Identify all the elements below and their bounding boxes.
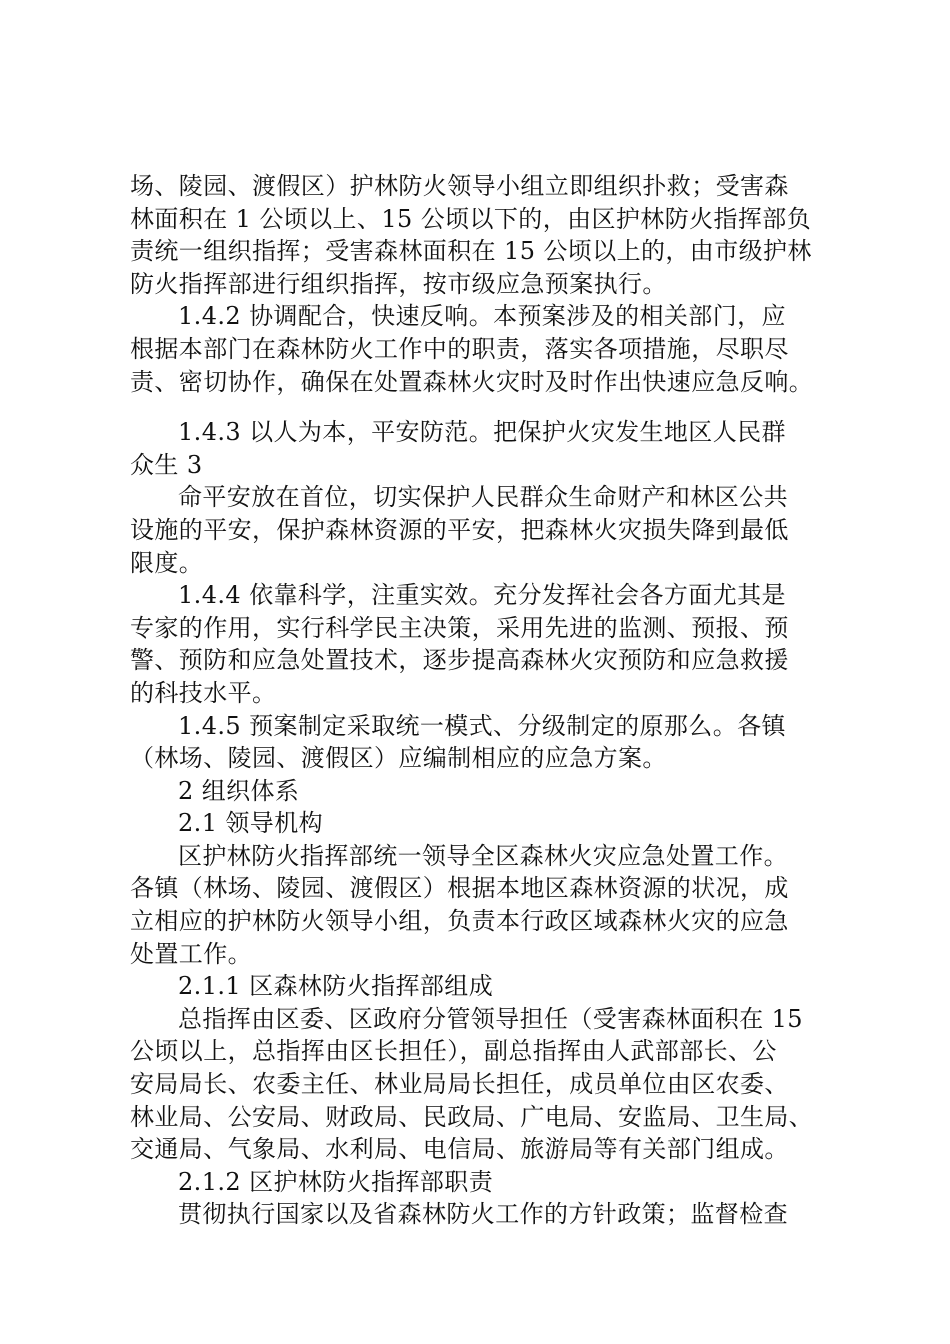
paragraph-line: 众生 3: [130, 450, 203, 479]
paragraph-line: 公顷以上，总指挥由区长担任），副总指挥由人武部部长、公: [130, 1037, 777, 1066]
section-heading-2: 2 组织体系: [178, 776, 300, 805]
paragraph-line: 交通局、气象局、水利局、电信局、旅游局等有关部门组成。: [130, 1135, 789, 1164]
section-heading-1-4-2: 1.4.2 协调配合，快速反响。本预案涉及的相关部门，应: [178, 302, 786, 331]
paragraph-line: 立相应的护林防火领导小组，负责本行政区域森林火灾的应急: [130, 907, 789, 936]
section-heading-2-1-2: 2.1.2 区护林防火指挥部职责: [178, 1167, 494, 1196]
paragraph-line: 专家的作用，实行科学民主决策，采用先进的监测、预报、预: [130, 613, 789, 642]
section-heading-2-1: 2.1 领导机构: [178, 809, 323, 838]
paragraph-line: 场、陵园、渡假区）护林防火领导小组立即组织扑救；受害森: [130, 172, 789, 200]
paragraph-line: 限度。: [130, 548, 204, 577]
paragraph-line: 林业局、公安局、财政局、民政局、广电局、安监局、卫生局、: [130, 1102, 814, 1131]
paragraph-line: 总指挥由区委、区政府分管领导担任（受害森林面积在 15: [178, 1004, 803, 1033]
paragraph-line: 命平安放在首位，切实保护人民群众生命财产和林区公共: [178, 483, 788, 512]
document-body: [130, 170, 835, 1231]
paragraph-line: （林场、陵园、渡假区）应编制相应的应急方案。: [130, 744, 667, 773]
paragraph-line: 安局局长、农委主任、林业局局长担任，成员单位由区农委、: [130, 1070, 789, 1099]
paragraph-line: 根据本部门在森林防火工作中的职责，落实各项措施，尽职尽: [130, 334, 789, 363]
paragraph-line: 警、预防和应急处置技术，逐步提高森林火灾预防和应急救援: [130, 646, 789, 675]
paragraph-line: 处置工作。: [130, 939, 252, 968]
paragraph-line: 责、密切协作，确保在处置森林火灾时及时作出快速应急反响。: [130, 367, 814, 396]
paragraph-line: 设施的平安，保护森林资源的平安，把森林火灾损失降到最低: [130, 515, 789, 544]
paragraph-line: 贯彻执行国家以及省森林防火工作的方针政策；监督检查: [178, 1200, 788, 1229]
section-heading-2-1-1: 2.1.1 区森林防火指挥部组成: [178, 972, 494, 1001]
paragraph-line: 各镇（林场、陵园、渡假区）根据本地区森林资源的状况，成: [130, 874, 789, 903]
paragraph-line: 林面积在 1 公顷以上、15 公顷以下的，由区护林防火指挥部负: [130, 204, 812, 233]
paragraph-line: 区护林防火指挥部统一领导全区森林火灾应急处置工作。: [178, 841, 788, 870]
paragraph-line: 责统一组织指挥；受害森林面积在 15 公顷以上的，由市级护林: [130, 237, 812, 266]
section-heading-1-4-3: 1.4.3 以人为本，平安防范。把保护火灾发生地区人民群: [178, 418, 786, 447]
section-heading-1-4-5: 1.4.5 预案制定采取统一模式、分级制定的原那么。各镇: [178, 711, 786, 740]
section-heading-1-4-4: 1.4.4 依靠科学，注重实效。充分发挥社会各方面尤其是: [178, 581, 786, 610]
paragraph-gap: [130, 398, 835, 416]
paragraph-line: 防火指挥部进行组织指挥，按市级应急预案执行。: [130, 269, 667, 298]
paragraph-line: 的科技水平。: [130, 678, 277, 707]
